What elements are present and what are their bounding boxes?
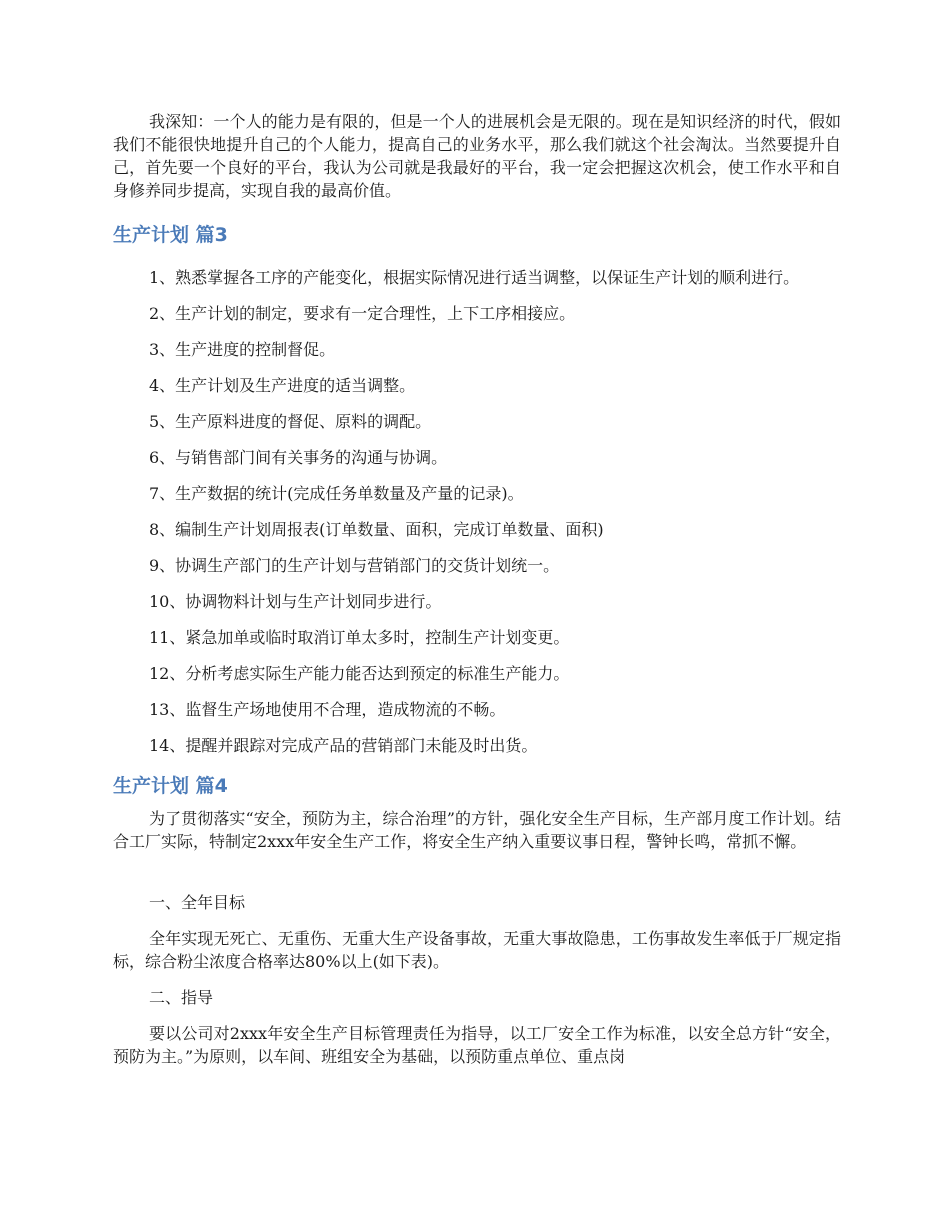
list-item: 5、生产原料进度的督促、原料的调配。 xyxy=(149,412,432,431)
section-4-intro: 为了贯彻落实“安全，预防为主，综合治理”的方针，强化安全生产目标，生产部月度工作计划。结合工厂实际，特制定2xxx年安全生产工作，将安全生产纳入重要议事日程，警钟长鸣，常抓不懈。 xyxy=(113,809,841,851)
list-item: 13、监督生产场地使用不合理，造成物流的不畅。 xyxy=(149,700,506,719)
section-4-title: 生产计划 篇4 xyxy=(113,775,228,797)
goal-heading: 一、全年目标 xyxy=(149,893,246,912)
document-page xyxy=(113,110,841,1068)
list-item: 7、生产数据的统计(完成任务单数量及产量的记录)。 xyxy=(149,484,524,503)
section-3-list xyxy=(113,266,841,757)
guide-paragraph: 要以公司对2xxx年安全生产目标管理责任为指导，以工厂安全工作为标准，以安全总方针“安全，预防为主。”为原则，以车间、班组安全为基础，以预防重点单位、重点岗 xyxy=(113,1024,841,1066)
list-item: 12、分析考虑实际生产能力能否达到预定的标准生产能力。 xyxy=(149,664,570,683)
blank-line xyxy=(113,853,841,891)
list-item: 8、编制生产计划周报表(订单数量、面积，完成订单数量、面积) xyxy=(149,520,604,539)
list-item: 1、熟悉掌握各工序的产能变化，根据实际情况进行适当调整，以保证生产计划的顺利进行。 xyxy=(149,268,800,287)
list-item: 2、生产计划的制定，要求有一定合理性，上下工序相接应。 xyxy=(149,304,576,323)
list-item: 11、紧急加单或临时取消订单太多时，控制生产计划变更。 xyxy=(149,628,570,647)
list-item: 4、生产计划及生产进度的适当调整。 xyxy=(149,376,416,395)
list-item: 10、协调物料计划与生产计划同步进行。 xyxy=(149,592,442,611)
list-item: 3、生产进度的控制督促。 xyxy=(149,340,336,359)
guide-heading: 二、指导 xyxy=(149,988,214,1007)
list-item: 9、协调生产部门的生产计划与营销部门的交货计划统一。 xyxy=(149,556,560,575)
section-3-title: 生产计划 篇3 xyxy=(113,224,228,246)
intro-paragraph: 我深知：一个人的能力是有限的，但是一个人的进展机会是无限的。现在是知识经济的时代，假如我们不能很快地提升自己的个人能力，提高自己的业务水平，那么我们就这个社会淘汰。当然要提升自己，首先要一个良好的平台，我认为公司就是我最好的平台，我一定会把握这次机会，使工作水平和自身修养同步提高，实现自我的最高价值。 xyxy=(113,112,841,200)
list-item: 14、提醒并跟踪对完成产品的营销部门未能及时出货。 xyxy=(149,736,538,755)
list-item: 6、与销售部门间有关事务的沟通与协调。 xyxy=(149,448,448,467)
goal-paragraph: 全年实现无死亡、无重伤、无重大生产设备事故，无重大事故隐患，工伤事故发生率低于厂规定指标，综合粉尘浓度合格率达80%以上(如下表)。 xyxy=(113,929,841,971)
